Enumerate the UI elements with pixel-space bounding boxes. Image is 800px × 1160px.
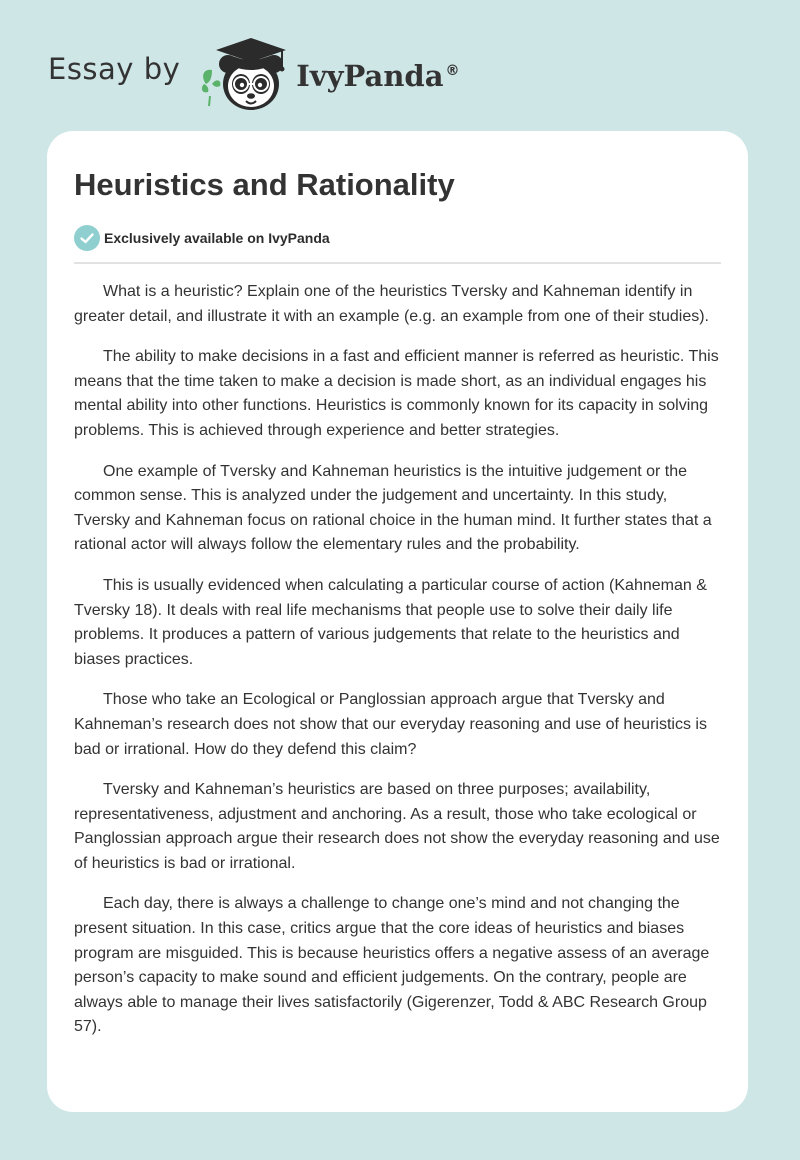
essay-body — [74, 280, 721, 1040]
paragraph: Each day, there is always a challenge to change one’s mind and not changing the present situation. In this case, critics argue that the core ideas of heuristics and biases program are misguided. This is because heuristics offers a negative assess of an average person’s capacity to make sound and efficient judgements. On the contrary, people are always able to manage their lives satisfactorily (Gigerenzer, Todd & ABC Research Group 57). — [74, 895, 710, 1036]
panda-graduate-logo-icon[interactable] — [198, 34, 290, 114]
exclusive-badge — [74, 225, 721, 251]
registered-mark: ® — [445, 63, 460, 80]
check-circle-icon — [74, 225, 100, 251]
paragraph: One example of Tversky and Kahneman heuristics is the intuitive judgement or the common sense. This is analyzed under the judgement and uncertainty. In this study, Tversky and Kahneman focus on rational choice in the human mind. It further states that a rational actor will always follow the elementary rules and the probability. — [74, 462, 712, 554]
brand-name[interactable] — [296, 59, 459, 93]
page-title: Heuristics and Rationality — [74, 167, 455, 202]
paragraph: This is usually evidenced when calculating a particular course of action (Kahneman & Tversky 18). It deals with real life mechanisms that people use to solve their daily life problems. It produces a pattern of various judgements that relate to the heuristics and biases practices. — [74, 576, 707, 668]
paragraph: What is a heuristic? Explain one of the heuristics Tversky and Kahneman identify in greater detail, and illustrate it with an example (e.g. an example from one of their studies). — [74, 283, 709, 325]
brand-name-text: IvyPanda — [296, 59, 444, 93]
site-header — [48, 34, 460, 114]
exclusive-badge-label: Exclusively available on IvyPanda — [104, 230, 330, 246]
essay-by-label: Essay by — [48, 52, 181, 86]
title-divider — [74, 262, 721, 264]
essay-card — [47, 131, 748, 1112]
paragraph: Tversky and Kahneman’s heuristics are based on three purposes; availability, representativeness, adjustment and anchoring. As a result, those who take ecological or Panglossian approach argue their research does not show the everyday reasoning and use of heuristics is bad or irrational. — [74, 781, 720, 872]
paragraph: The ability to make decisions in a fast and efficient manner is referred as heuristic. This means that the time taken to make a decision is made short, as an individual engages his mental ability into other functions. Heuristics is commonly known for its capacity in solving problems. This is achieved through experience and better strategies. — [74, 348, 719, 439]
paragraph: Those who take an Ecological or Panglossian approach argue that Tversky and Kahneman’s research does not show that our everyday reasoning and use of heuristics is bad or irrational. How do they defend this claim? — [74, 691, 707, 758]
